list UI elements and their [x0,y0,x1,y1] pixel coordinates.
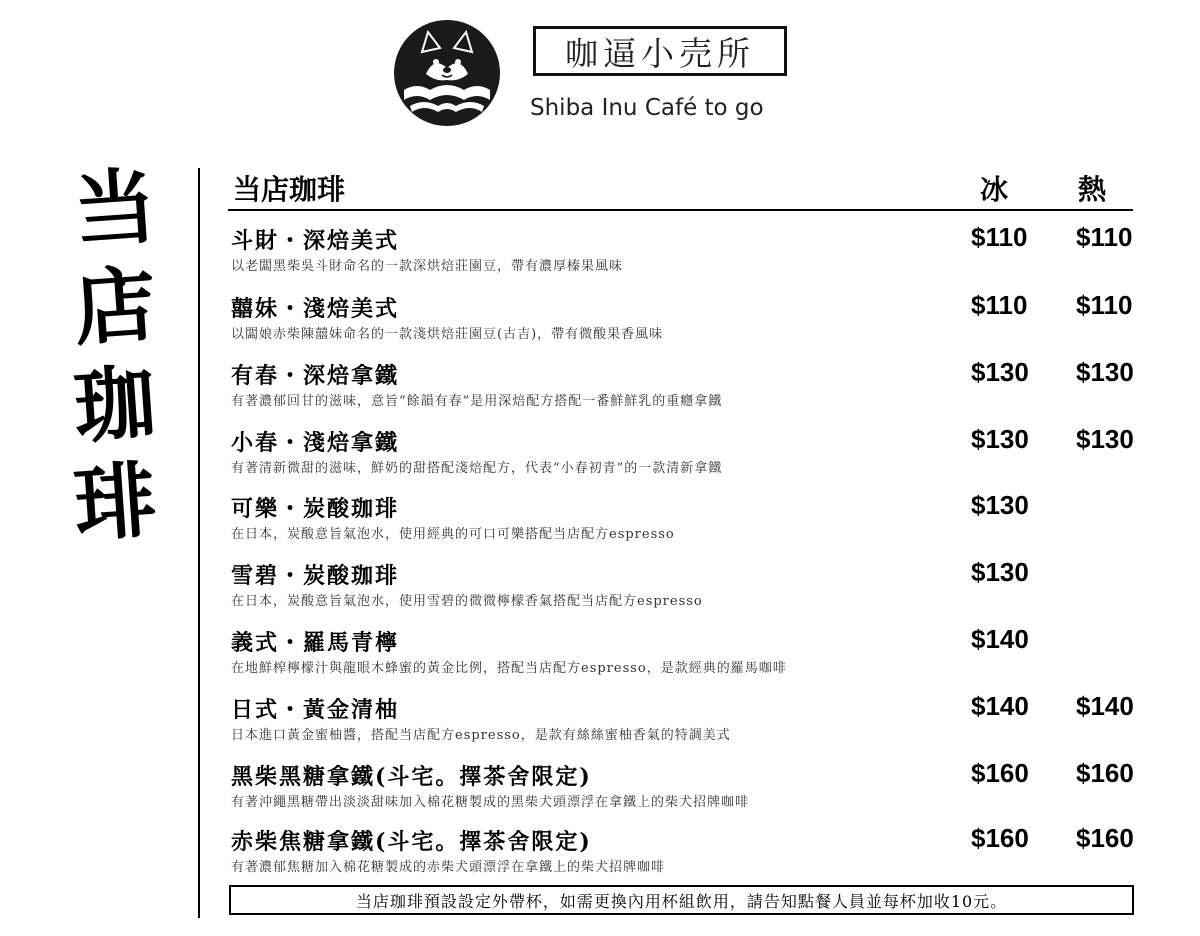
ice-price: $130 [971,357,1029,387]
hot-price: $160 [1076,758,1134,788]
item-description: 有著沖繩黑糖帶出淡淡甜味加入棉花糖製成的黑柴犬頭漂浮在拿鐵上的柴犬招牌咖啡 [231,795,750,810]
item-description: 在地鮮榨檸檬汁與龍眼木蜂蜜的黃金比例，搭配当店配方espresso，是款經典的羅馬咖啡 [231,661,787,676]
ice-price: $140 [971,624,1029,654]
menu-item [231,823,1191,883]
ice-price: $130 [971,557,1029,587]
hot-price: $130 [1076,357,1134,387]
vertical-divider [198,168,200,918]
hot-column-header: 熱 [1078,173,1107,206]
ice-price: $130 [971,424,1029,454]
footer-note-box [229,885,1134,915]
ice-column-header: 冰 [980,173,1009,206]
vertical-title-char: 琲 [70,452,160,554]
footer-note: 当店珈琲預設設定外帶杯，如需更換內用杯組飲用，請告知點餐人員並每杯加收10元。 [355,891,1008,911]
ice-price: $140 [971,691,1029,721]
item-description: 在日本，炭酸意旨氣泡水，使用經典的可口可樂搭配当店配方espresso [231,527,675,542]
item-description: 日本進口黃金蜜柚醬，搭配当店配方espresso，是款有絲絲蜜柚香氣的特調美式 [231,728,731,743]
menu-item [231,424,1191,484]
ice-price: $160 [971,758,1029,788]
hot-price: $160 [1076,823,1134,853]
hot-price: $110 [1076,290,1133,320]
item-name: 雪碧・炭酸珈琲 [231,563,400,589]
ice-price: $130 [971,490,1029,520]
item-description: 有著清新微甜的滋味，鮮奶的甜搭配淺焙配方，代表“小春初青”的一款清新拿鐵 [231,461,723,476]
ice-price: $110 [971,222,1028,252]
brand-name-zh: 咖逼小売所 [565,33,755,73]
item-name: 有春・深焙拿鐵 [231,363,400,389]
item-description: 以闆娘赤柴陳囍妹命名的一款淺烘焙莊園豆(古吉)，帶有微酸果香風味 [231,327,664,342]
section-title: 当店珈琲 [233,173,346,206]
menu-item [231,624,1191,684]
ice-price: $160 [971,823,1029,853]
item-name: 黑柴黑糖拿鐵(斗宅。擇茶舍限定) [231,764,592,790]
item-name: 斗財・深焙美式 [231,228,400,254]
menu-item [231,691,1191,751]
header-divider [228,209,1133,211]
vertical-title-char: 店 [70,256,160,358]
item-description: 在日本，炭酸意旨氣泡水，使用雪碧的微微檸檬香氣搭配当店配方espresso [231,594,703,609]
vertical-title-char: 珈 [70,354,160,456]
item-name: 小春・淺焙拿鐵 [231,430,400,456]
ice-price: $110 [971,290,1028,320]
menu-item [231,557,1191,617]
item-name: 赤柴焦糖拿鐵(斗宅。擇茶舍限定) [231,829,592,855]
item-description: 有著濃郁回甘的滋味，意旨“餘韻有春”是用深焙配方搭配一番鮮鮮乳的重癮拿鐵 [231,394,723,409]
hot-price: $130 [1076,424,1134,454]
brand-name-en: Shiba Inu Café to go [530,95,764,121]
brand-name-box [533,26,787,76]
menu-item [231,290,1191,350]
shiba-inu-logo-icon [392,18,502,128]
hot-price: $140 [1076,691,1134,721]
hot-price: $110 [1076,222,1133,252]
item-name: 囍妹・淺焙美式 [231,296,400,322]
menu-item [231,222,1191,282]
item-name: 可樂・炭酸珈琲 [231,496,400,522]
menu-item [231,490,1191,550]
vertical-title [55,160,175,552]
item-description: 以老闆黑柴吳斗財命名的一款深烘焙莊園豆，帶有濃厚榛果風味 [231,259,624,274]
item-name: 日式・黃金清柚 [231,697,400,723]
item-description: 有著濃郁焦糖加入棉花糖製成的赤柴犬頭漂浮在拿鐵上的柴犬招牌咖啡 [231,860,666,875]
menu-item [231,758,1191,818]
menu-item [231,357,1191,417]
vertical-title-char: 当 [70,158,160,260]
item-name: 義式・羅馬青檸 [231,630,400,656]
